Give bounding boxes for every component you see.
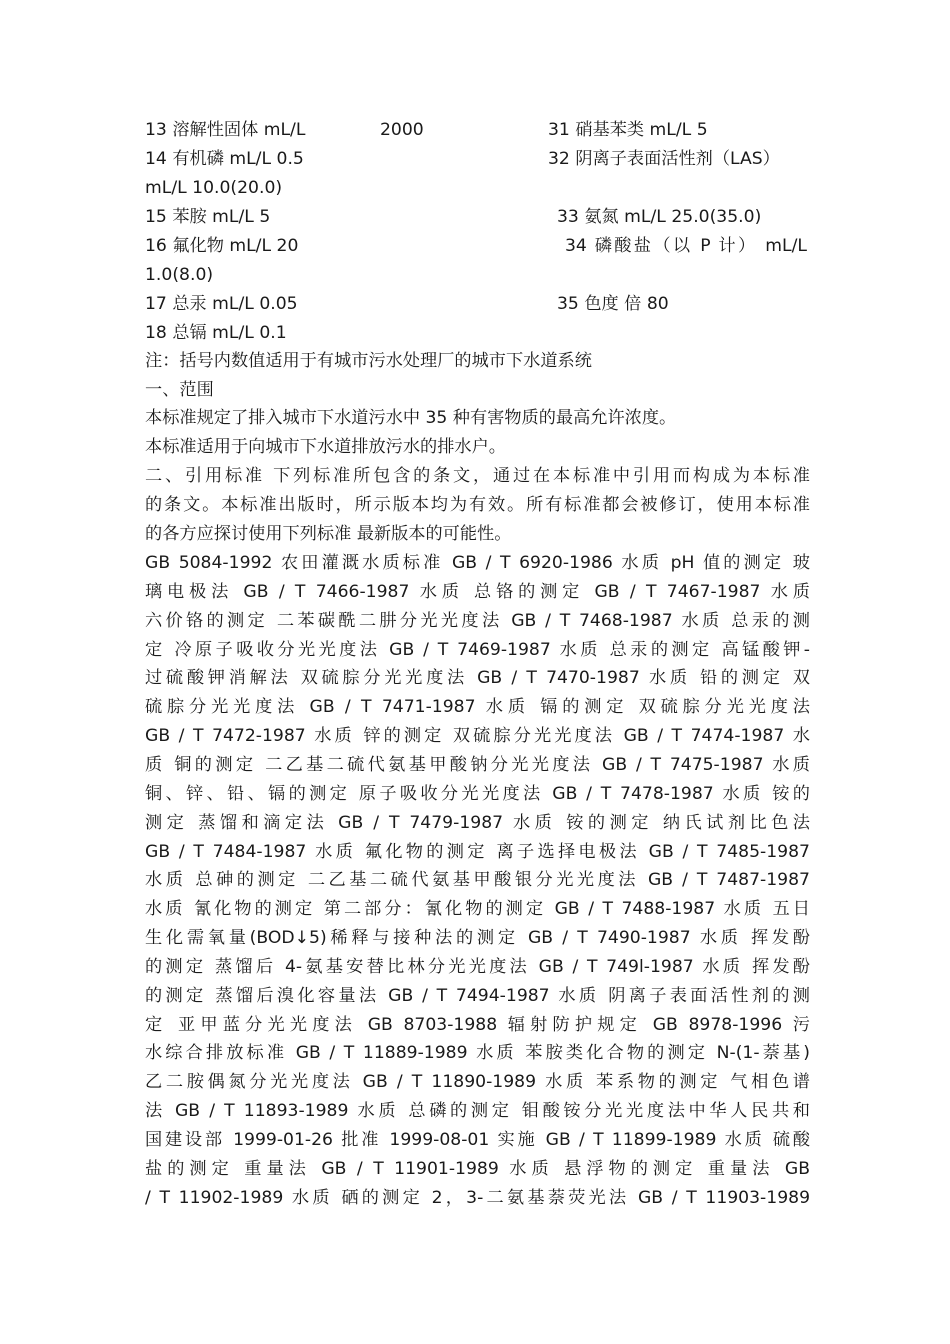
standards-line: 国建设部 1999-01-26 批准 1999-08-01 实施 GB / T 11899-1989 水质 硫酸 — [145, 1130, 810, 1150]
standards-line: GB / T 7484-1987 水质 氟化物的测定 离子选择电极法 GB / T 7485-1987 — [145, 841, 810, 862]
standards-line: 六价铬的测定 二苯碳酰二肼分光光度法 GB / T 7468-1987 水质 总汞的测 — [145, 610, 810, 631]
item-18: 18 总镉 mL/L 0.1 — [145, 323, 287, 343]
section-2-line-3: 的各方应探讨使用下列标准 最新版本的可能性。 — [145, 524, 512, 544]
standards-line: GB / T 7472-1987 水质 锌的测定 双硫腙分光光度法 GB / T 7474-1987 水 — [145, 726, 810, 747]
item-15: 15 苯胺 mL/L 5 — [145, 207, 271, 227]
item-32: 32 阴离子表面活性剂（LAS） — [548, 149, 780, 169]
item-31: 31 硝基苯类 mL/L 5 — [548, 120, 708, 140]
standards-line: 过硫酸钾消解法 双硫腙分光光度法 GB / T 7470-1987 水质 铅的测定 双 — [145, 668, 810, 689]
section-2-line-1: 二、引用标准 下列标准所包含的条文，通过在本标准中引用而构成为本标准 — [145, 466, 810, 486]
standards-line: 水综合排放标准 GB / T 11889-1989 水质 苯胺类化合物的测定 N-(1-萘基) — [145, 1043, 810, 1064]
standards-line: 测定 蒸馏和滴定法 GB / T 7479-1987 水质 铵的测定 纳氏试剂比色法 — [145, 812, 810, 833]
standards-line: 璃电极法 GB / T 7466-1987 水质 总铬的测定 GB / T 7467-1987 水质 — [145, 581, 810, 602]
standards-line: 的测定 蒸馏后 4-氨基安替比林分光光度法 GB / T 749l-1987 水质 挥发酚 — [145, 956, 810, 977]
section-1-paragraph-1: 本标准规定了排入城市下水道污水中 35 种有害物质的最高允许浓度。 — [145, 408, 677, 428]
standards-line: 的测定 蒸馏后溴化容量法 GB / T 7494-1987 水质 阴离子表面活性剂的测 — [145, 985, 810, 1006]
table-note: 注：括号内数值适用于有城市污水处理厂的城市下水道系统 — [145, 351, 592, 371]
item-34-continuation: 1.0(8.0) — [145, 265, 214, 285]
section-1-paragraph-2: 本标准适用于向城市下水道排放污水的排水户。 — [145, 437, 506, 457]
item-13-value: 2000 — [380, 120, 424, 140]
standards-line: 定 亚甲蓝分光光度法 GB 8703-1988 辐射防护规定 GB 8978-1996 污 — [145, 1014, 810, 1035]
standards-line: GB 5084-1992 农田灌溉水质标准 GB / T 6920-1986 水质 pH 值的测定 玻 — [145, 553, 810, 573]
standards-line: 生化需氧量(BOD↓5)稀释与接种法的测定 GB / T 7490-1987 水质 挥发酚 — [145, 928, 810, 949]
section-2-line-2: 的条文。本标准出版时，所示版本均为有效。所有标准都会被修订，使用本标准 — [145, 495, 810, 515]
item-13-label: 13 溶解性固体 mL/L — [145, 120, 306, 140]
standards-line: 法 GB / T 11893-1989 水质 总磷的测定 钼酸铵分光光度法中华人民共和 — [145, 1101, 810, 1122]
item-17: 17 总汞 mL/L 0.05 — [145, 294, 298, 314]
section-1-heading: 一、范围 — [145, 380, 214, 400]
item-14: 14 有机磷 mL/L 0.5 — [145, 149, 304, 169]
item-35: 35 色度 倍 80 — [557, 294, 669, 314]
item-16: 16 氟化物 mL/L 20 — [145, 236, 299, 256]
standards-line: 水质 总砷的测定 二乙基二硫代氨基甲酸银分光光度法 GB / T 7487-1987 — [145, 870, 810, 891]
standards-line: 盐的测定 重量法 GB / T 11901-1989 水质 悬浮物的测定 重量法 GB — [145, 1158, 810, 1179]
standards-line: / T 11902-1989 水质 硒的测定 2，3-二氨基萘荧光法 GB / T 11903-1989 — [145, 1187, 810, 1208]
item-33: 33 氨氮 mL/L 25.0(35.0) — [557, 207, 762, 227]
item-32-continuation: mL/L 10.0(20.0) — [145, 178, 283, 198]
item-34: 34 磷酸盐（以 P 计） mL/L — [565, 236, 807, 256]
standards-line: 铜、锌、铅、镉的测定 原子吸收分光光度法 GB / T 7478-1987 水质 铵的 — [145, 783, 810, 804]
standards-line: 硫腙分光光度法 GB / T 7471-1987 水质 镉的测定 双硫腙分光光度法 — [145, 697, 810, 718]
standards-line: 质 铜的测定 二乙基二硫代氨基甲酸钠分光光度法 GB / T 7475-1987 水质 — [145, 754, 810, 775]
standards-line: 水质 氰化物的测定 第二部分：氰化物的测定 GB / T 7488-1987 水质 五日 — [145, 899, 810, 920]
standards-line: 定 冷原子吸收分光光度法 GB / T 7469-1987 水质 总汞的测定 高锰酸钾- — [145, 639, 810, 660]
standards-line: 乙二胺偶氮分光光度法 GB / T 11890-1989 水质 苯系物的测定 气相色谱 — [145, 1072, 810, 1093]
